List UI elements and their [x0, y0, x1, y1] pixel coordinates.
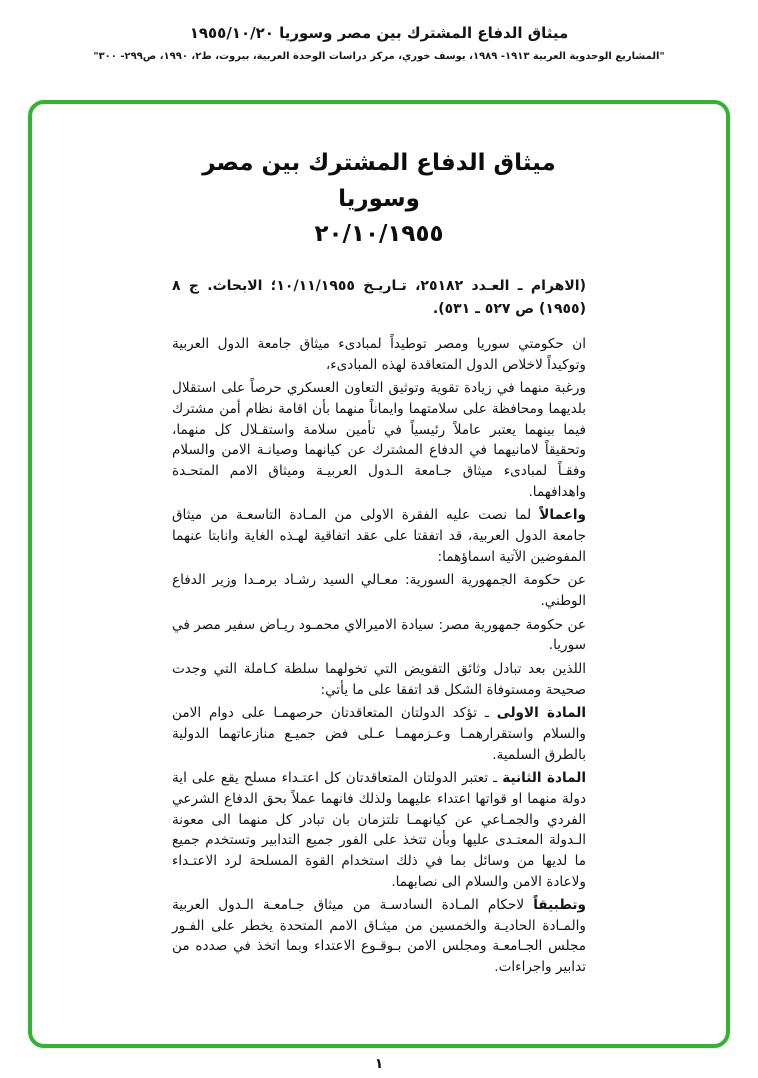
document-body	[172, 334, 586, 978]
paragraph	[172, 570, 586, 611]
paragraph-text: ان حكومتي سوريا ومصر توطيداً لمبادىء ميثاق جامعة الدول العربية وتوكيداً لاخلاص الدول المتعاقدة لهذه المبادىء،	[172, 336, 586, 373]
paragraph	[172, 768, 586, 892]
document-title	[172, 146, 586, 253]
paragraph	[172, 895, 586, 978]
paragraph-lead: وتطبيقاً	[533, 897, 586, 914]
paragraph-lead: المادة الاولى	[496, 705, 586, 722]
paragraph-text: عن حكومة جمهورية مصر: سيادة الاميرالاي محمـود ريـاض سفير مصر في سوريا.	[172, 616, 586, 654]
paragraph-text: لاحكام المـادة السادسـة من ميثاق جـامعـة الـدول العربية والمـادة الحاديـة والخمسين من ميثـاق الامم المتحدة يخطر على الفـور مجلس الجـامعـة ومجلس الامن بـوقـوع الاعتداء وبما اتخذ في صدده من تدابير واجراءات.	[172, 897, 586, 976]
header-title: ميثاق الدفاع المشترك بين مصر وسوريا ١٩٥٥/١٠/٢٠	[189, 24, 569, 42]
document-content	[172, 146, 586, 978]
paragraph	[172, 659, 586, 700]
paragraph	[172, 505, 586, 567]
document-title-text: ميثاق الدفاع المشترك بين مصر وسوريا	[202, 150, 556, 212]
paragraph-text: ـ تؤكد الدولتان المتعاقدتان حرصهمـا على دوام الامن والسلام واستقرارهمـا وعـزمهمـا عـلى فض جميـع منازعاتهما الدولية بالطرق السلمية.	[172, 705, 586, 763]
header-citation: "المشاريع الوحدوية العربية ١٩١٣- ١٩٨٩، يوسف خوري، مركز دراسات الوحدة العربية، بيروت، ط٢، ١٩٩٠، ص٢٩٩- ٣٠٠"	[93, 51, 665, 62]
paragraph-lead: واعمالاً	[539, 507, 586, 524]
paragraph-text: عن حكومة الجمهورية السورية: معـالي السيد رشـاد برمـدا وزير الدفاع الوطني.	[172, 572, 586, 609]
paragraph-text: ورغبة منهما في زيادة تقوية وتوثيق التعاون العسكري حرصاً على استقلال بلديهما ومحافظة على سلامتهما وايماناً منهما بأن اقامة نظام أمن مشترك فيما بينهما يعتبر عاملاً رئيسياً في تأمين سلامة واستقـلال كل منهما، وتحقيقاً لامانيهما في الدفاع المشترك عن كيانهما وصيانـة الامن والسلام وفقـاً لمبادىء ميثاق جـامعة الـدول العربيـة وميثاق الامم المتحـدة واهدافهما.	[172, 380, 586, 500]
document-title-date: ٢٠/١٠/١٩٥٥	[314, 221, 444, 248]
page-number: ١	[374, 1056, 384, 1072]
paragraph	[172, 334, 586, 375]
page-header	[0, 24, 758, 62]
document-frame	[28, 100, 730, 1048]
paragraph	[172, 378, 586, 502]
paragraph-text: اللذين بعد تبادل وثائق التفويض التي تخولهما سلطة كـاملة التي وجدت صحيحة ومستوفاة الشكل قد اتفقا على ما يأتي:	[172, 660, 586, 698]
paragraph	[172, 615, 586, 656]
paragraph-text: لما نصت عليه الفقرة الاولى من المـادة التاسعـة من ميثاق جامعة الدول العربية، قد اتفقتا على عقد اتفاقية لهـذه الغاية وانابتا عنهما المفوضين الآتية اسماؤهما:	[172, 507, 586, 565]
paragraph	[172, 703, 586, 765]
paragraph-text: ـ تعتبر الدولتان المتعاقدتان كل اعتـداء مسلح يقع على اية دولة منهما او قواتها اعتداء عليهما ولذلك فانهما عملاً بحق الدفاع الشرعي الفردي والجمـاعي عن كيانهمـا تلتزمان بان تبادر كل منهما الى معونة الـدولة المعتـدى عليها وبأن تتخذ على الفور جميع التدابير وتستخدم جميع ما لديها من وسائل بما في ذلك استخدام القوة المسلحة لرد الاعتـداء ولاعادة الامن والسلام الى نصابهما.	[172, 770, 586, 890]
document-source-line: (الاهرام ـ العـدد ٢٥١٨٢، تـاريـخ ١٠/١١/١٩٥٥؛ الابحاث. ج ٨ (١٩٥٥) ص ٥٢٧ ـ ٥٣١).	[172, 277, 586, 318]
paragraph-lead: المادة الثانية	[502, 770, 586, 787]
